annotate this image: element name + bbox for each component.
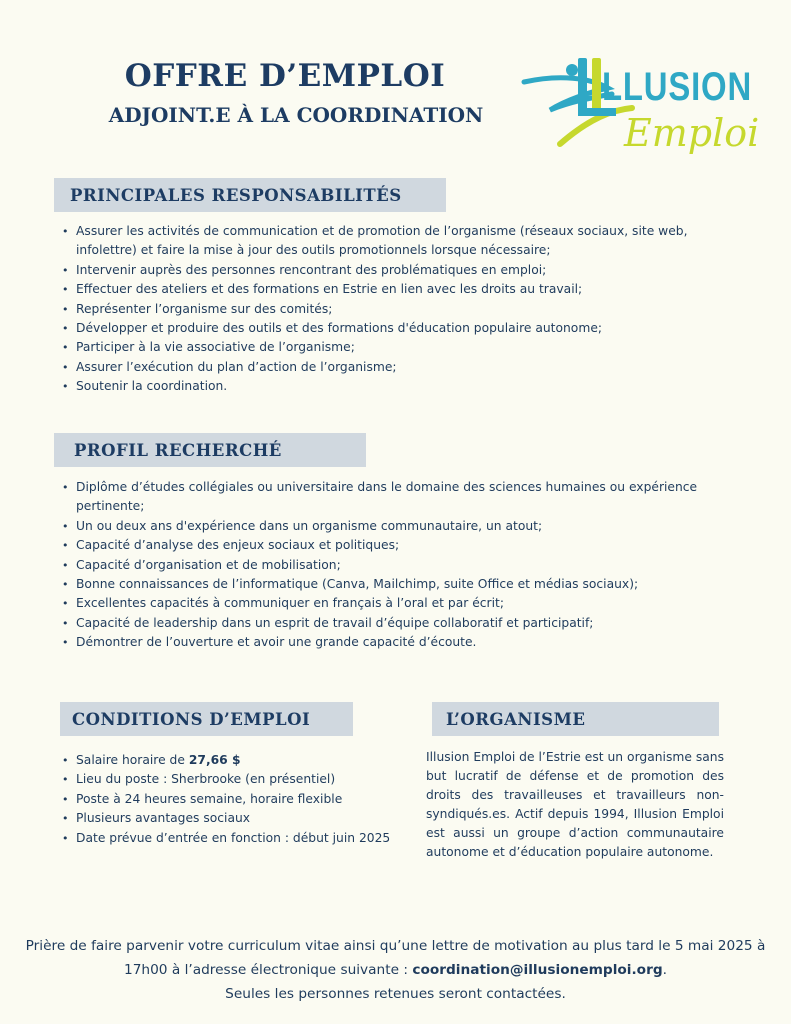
- footer-period: .: [662, 962, 667, 978]
- list-item: • Capacité d’analyse des enjeux sociaux et politiques;: [62, 536, 722, 555]
- list-item: • Capacité de leadership dans un esprit de travail d’équipe collaboratif et participatif;: [62, 614, 722, 633]
- logo-pillar-base: [578, 108, 616, 116]
- list-item: • Diplôme d’études collégiales ou universitaire dans le domaine des sciences humaines ou expérience pertinente;: [62, 478, 722, 517]
- list-item: • Assurer les activités de communication et de promotion de l’organisme (réseaux sociaux, site web, infolettre) et faire la mise à jour des outils promotionnels lorsque nécessaire;: [62, 222, 702, 261]
- responsabilites-list: [62, 222, 702, 397]
- application-instructions: [20, 934, 771, 1006]
- list-item: • Assurer l’exécution du plan d’action de l’organisme;: [62, 358, 702, 377]
- logo-word-emploi: Emploi: [624, 111, 760, 155]
- logo-graphic: [520, 48, 760, 168]
- list-item: • Participer à la vie associative de l’organisme;: [62, 338, 702, 357]
- list-item: • Plusieurs avantages sociaux: [62, 809, 402, 828]
- list-item: • Un ou deux ans d'expérience dans un organisme communautaire, un atout;: [62, 517, 722, 536]
- list-item: • Lieu du poste : Sherbrooke (en présentiel): [62, 770, 402, 789]
- logo-pillar-1: [578, 58, 587, 116]
- list-item: • Poste à 24 heures semaine, horaire flexible: [62, 790, 402, 809]
- contact-email-link[interactable]: coordination@illusionemploi.org: [412, 962, 663, 978]
- list-item: • Capacité d’organisation et de mobilisation;: [62, 556, 722, 575]
- logo-person-head: [566, 64, 578, 76]
- conditions-list: [62, 751, 402, 848]
- list-item: • Date prévue d’entrée en fonction : début juin 2025: [62, 829, 402, 848]
- salary-label: Salaire horaire de: [76, 753, 189, 767]
- list-item: • Représenter l’organisme sur des comités;: [62, 300, 702, 319]
- list-item: • Intervenir auprès des personnes rencontrant des problématiques en emploi;: [62, 261, 702, 280]
- logo-word-illusion: LLUSION: [602, 65, 752, 109]
- section-heading-organisme: L’ORGANISME: [432, 702, 719, 736]
- footer-text: Prière de faire parvenir votre curriculum vitae ainsi qu’une lettre de motivation au plus tard le 5 mai 2025 à 17h00 à l’adresse électronique suivante :: [25, 938, 766, 978]
- footer-note: Seules les personnes retenues seront contactées.: [225, 986, 566, 1002]
- logo-pillar-2: [592, 58, 601, 116]
- section-heading-responsabilites: PRINCIPALES RESPONSABILITÉS: [54, 178, 446, 212]
- list-item: • Démontrer de l’ouverture et avoir une grande capacité d’écoute.: [62, 633, 722, 652]
- page-subtitle: ADJOINT.E À LA COORDINATION: [108, 103, 484, 127]
- illusion-emploi-logo: [520, 48, 760, 168]
- page-title: OFFRE D’EMPLOI: [124, 58, 446, 94]
- list-item: • Développer et produire des outils et des formations d'éducation populaire autonome;: [62, 319, 702, 338]
- list-item: • Effectuer des ateliers et des formations en Estrie en lien avec les droits au travail;: [62, 280, 702, 299]
- list-item: • Soutenir la coordination.: [62, 377, 702, 396]
- organisme-description: Illusion Emploi de l’Estrie est un organisme sans but lucratif de défense et de promotion des droits des travailleuses et travailleurs non-syndiqués.es. Actif depuis 1994, Illusion Emploi est aussi un groupe d’action communautaire autonome et d’éducation populaire autonome.: [426, 750, 724, 859]
- list-item: [62, 751, 402, 770]
- section-heading-conditions: CONDITIONS D’EMPLOI: [60, 702, 353, 736]
- profil-list: [62, 478, 722, 653]
- list-item: • Excellentes capacités à communiquer en français à l’oral et par écrit;: [62, 594, 722, 613]
- list-item: • Bonne connaissances de l’informatique (Canva, Mailchimp, suite Office et médias sociaux);: [62, 575, 722, 594]
- salary-value: 27,66 $: [188, 753, 241, 767]
- section-heading-profil: PROFIL RECHERCHÉ: [54, 433, 366, 467]
